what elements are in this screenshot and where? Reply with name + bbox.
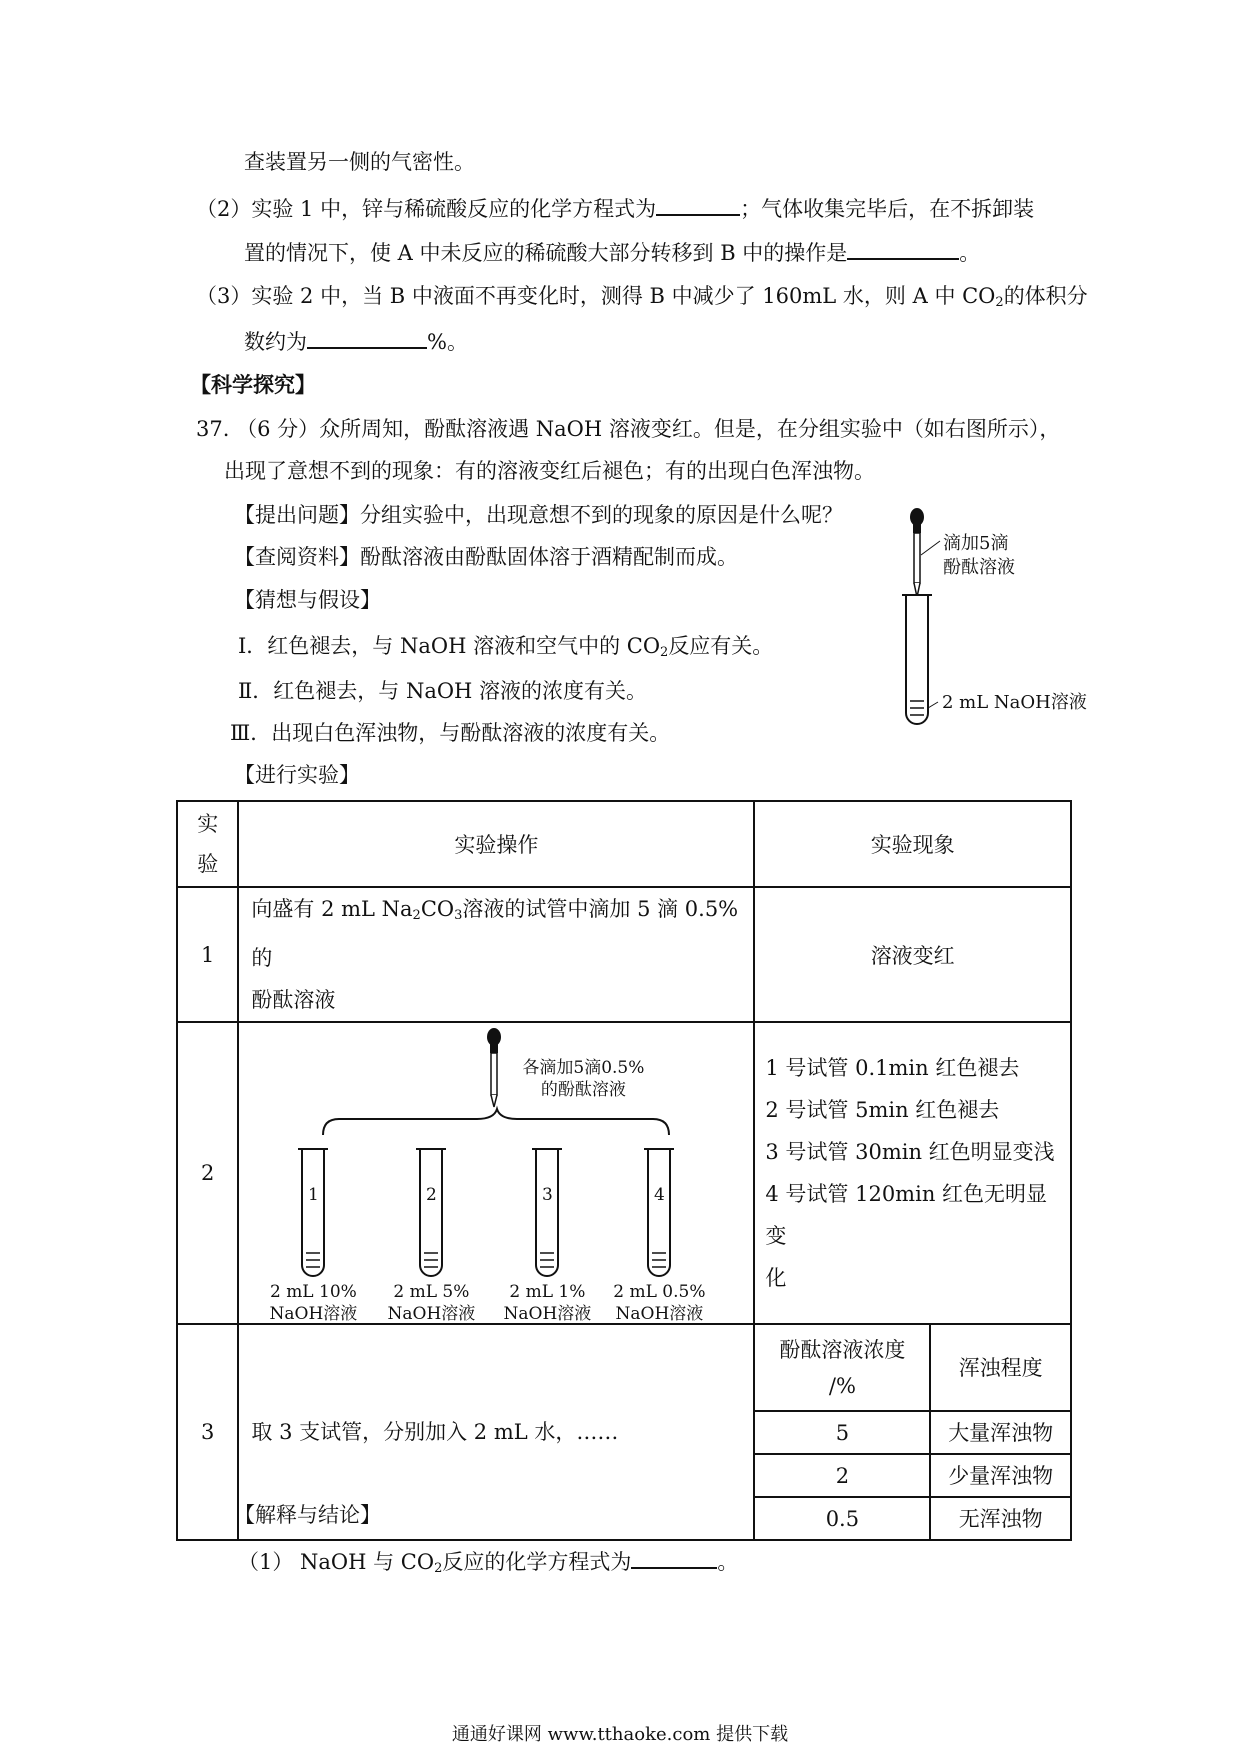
q37-line-2: 出现了意想不到的现象：有的溶液变红后褪色；有的出现白色浑浊物。	[224, 459, 875, 483]
row-number: 1	[177, 887, 238, 1022]
operation-cell: 取 3 支试管，分别加入 2 mL 水，……	[238, 1324, 754, 1540]
concentration-value: 5	[755, 1411, 930, 1454]
conclusion-question-1: （1） NaOH 与 $CO_2$反应的化学方程式为 。	[238, 1545, 738, 1584]
q37-line-1: 37. （6 分）众所周知，酚酞溶液遇 NaOH 溶液变红。但是，在分组实验中（如右图所示），	[196, 417, 1061, 441]
q37-question: 【提出问题】分组实验中，出现意想不到的现象的原因是什么呢？	[234, 503, 843, 527]
concentration-value: 0.5	[755, 1497, 930, 1539]
tube-number: 4	[653, 1185, 665, 1205]
header-experiment: 实 验	[177, 801, 238, 887]
table-row	[177, 1022, 1071, 1324]
text-line: 查装置另一侧的气密性。	[244, 150, 475, 174]
tube-icon	[416, 1149, 446, 1276]
header-concentration: 酚酞溶液浓度 /%	[755, 1325, 930, 1411]
dropper-label: 滴加5滴 酚酞溶液	[943, 533, 1015, 578]
phenomenon-cell: 溶液变红	[754, 887, 1071, 1022]
row-number: 3	[177, 1324, 238, 1540]
answer-blank[interactable]	[631, 1545, 717, 1569]
tube-label: 2 mL 0.5% NaOH溶液	[613, 1282, 706, 1324]
header-operation: 实验操作	[238, 801, 754, 887]
operation-cell: 向盛有 2 mL $Na_2CO_3$溶液的试管中滴加 5 滴 0.5%的 酚酞溶液	[238, 887, 754, 1022]
phenomenon-cell	[754, 1324, 1071, 1540]
conclusion-title: 【解释与结论】	[234, 1503, 381, 1527]
concentration-value: 2	[755, 1454, 930, 1497]
tube-icon	[644, 1149, 674, 1276]
operation-cell	[238, 1022, 754, 1324]
turbidity-table	[755, 1325, 1070, 1539]
turbidity-value: 无浑浊物	[958, 1506, 1043, 1531]
answer-blank[interactable]	[847, 236, 959, 260]
answer-blank[interactable]	[307, 325, 427, 349]
experiment-title: 【进行实验】	[234, 763, 360, 787]
four-tubes-diagram	[239, 1023, 753, 1323]
page-footer: 通通好课网 www.tthaoke.com 提供下载	[451, 1724, 789, 1745]
tube-label: 2 mL NaOH溶液	[942, 692, 1087, 713]
tube-number: 3	[541, 1185, 553, 1205]
hypothesis-2: Ⅱ．红色褪去，与 NaOH 溶液的浓度有关。	[238, 679, 648, 703]
question-3-line-2: 数约为 %。	[244, 325, 468, 357]
answer-blank[interactable]	[656, 192, 740, 216]
tube-icon	[298, 1149, 328, 1276]
turbidity-value: 大量浑浊物	[930, 1411, 1070, 1454]
tube-number: 1	[307, 1185, 319, 1205]
table-header-row	[177, 801, 1071, 887]
q37-hypothesis-title: 【猜想与假设】	[234, 588, 381, 612]
tube-number: 2	[425, 1185, 437, 1205]
row-number: 2	[177, 1022, 238, 1324]
tube-label: 2 mL 10% NaOH溶液	[269, 1282, 358, 1324]
four-tubes-dropper-label: 各滴加5滴0.5% 的酚酞溶液	[522, 1058, 645, 1100]
hypothesis-3: Ⅲ．出现白色浑浊物，与酚酞溶液的浓度有关。	[230, 721, 671, 745]
header-turbidity: 浑浊程度	[930, 1325, 1070, 1411]
tube-icon	[532, 1149, 562, 1276]
table-row	[177, 887, 1071, 1022]
turbidity-value: 少量浑浊物	[930, 1454, 1070, 1497]
hypothesis-1: Ⅰ．红色褪去，与 NaOH 溶液和空气中的 $CO_2$反应有关。	[238, 634, 774, 660]
section-title: 【科学探究】	[190, 372, 316, 397]
q37-material: 【查阅资料】酚酞溶液由酚酞固体溶于酒精配制而成。	[234, 545, 738, 569]
header-phenomenon: 实验现象	[754, 801, 1071, 887]
question-2-line-1: （2）实验 1 中，锌与稀硫酸反应的化学方程式为 ；气体收集完毕后，在不拆卸装	[196, 192, 1034, 224]
question-2-line-2: 置的情况下，使 A 中未反应的稀硫酸大部分转移到 B 中的操作是 。	[244, 236, 980, 268]
question-3-line-1: （3）实验 2 中，当 B 中液面不再变化时，测得 B 中减少了 160mL 水，则 A 中 $CO_2$的体积分	[196, 284, 1088, 310]
tube-label: 2 mL 1% NaOH溶液	[503, 1282, 592, 1324]
tube-label: 2 mL 5% NaOH溶液	[387, 1282, 476, 1324]
experiment-table	[176, 800, 1072, 1541]
phenomenon-cell: 1 号试管 0.1min 红色褪去 2 号试管 5min 红色褪去 3 号试管 30min 红色明显变浅 4 号试管 120min 红色无明显变 化	[754, 1022, 1071, 1324]
